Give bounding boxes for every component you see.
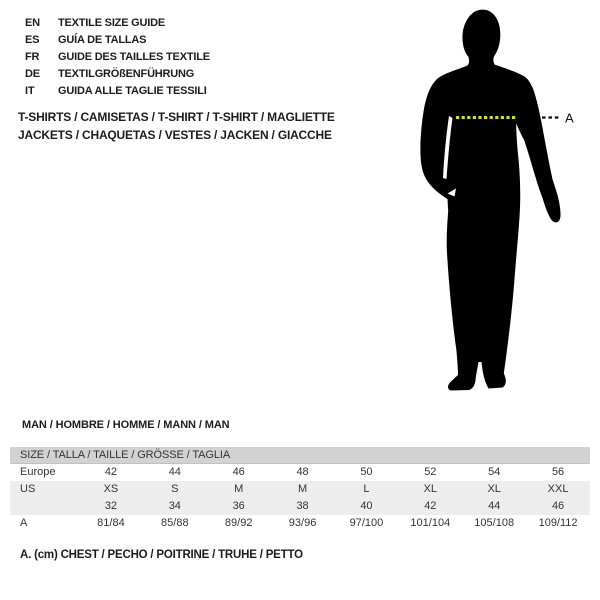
measurement-footnote: A. (cm) CHEST / PECHO / POITRINE / TRUHE / PETTO: [20, 549, 303, 561]
language-code: DE: [25, 68, 40, 80]
language-row: [25, 49, 210, 66]
table-cell: 105/108: [474, 517, 515, 529]
language-code: FR: [25, 51, 40, 63]
row-label: [10, 498, 79, 515]
table-cell: 34: [168, 500, 181, 512]
table-row: [10, 515, 590, 532]
table-cell: 89/92: [224, 517, 253, 529]
table-cell: 101/104: [410, 517, 451, 529]
man-silhouette-body: [420, 10, 560, 391]
table-cell: 38: [296, 500, 309, 512]
table-cell: L: [363, 483, 370, 495]
figure-wrap: [390, 0, 600, 400]
table-row: [10, 481, 590, 498]
table-cell: 48: [296, 466, 309, 478]
table-cell: 46: [551, 500, 565, 512]
table-cell: 52: [424, 466, 437, 478]
product-line: T-SHIRTS / CAMISETAS / T-SHIRT / T-SHIRT / MAGLIETTE: [18, 110, 335, 124]
table-cell: 109/112: [538, 517, 578, 529]
language-label: TEXTILGRÖßENFÜHRUNG: [58, 68, 195, 80]
table-cell: 85/88: [161, 517, 189, 529]
language-row: [25, 15, 210, 32]
language-row: [25, 66, 210, 83]
size-table: [10, 447, 590, 532]
table-cell: 50: [360, 466, 373, 478]
language-row: [25, 32, 210, 49]
section-title: MAN / HOMBRE / HOMME / MANN / MAN: [22, 419, 230, 431]
measure-label-a: A: [565, 110, 574, 126]
table-cell: XL: [487, 483, 501, 495]
language-code: IT: [25, 85, 35, 97]
table-cell: XL: [423, 483, 438, 495]
table-cell: 93/96: [288, 517, 317, 529]
table-cell: S: [171, 483, 179, 495]
row-label: US: [20, 483, 36, 495]
language-label: GUIDA ALLE TAGLIE TESSILI: [58, 85, 207, 97]
row-label: A: [20, 517, 28, 529]
language-label: TEXTILE SIZE GUIDE: [58, 17, 166, 29]
table-row: [10, 464, 590, 481]
size-table-rows: [10, 464, 590, 532]
table-cell: 40: [360, 500, 373, 512]
language-label: GUIDE DES TAILLES TEXTILE: [58, 51, 210, 63]
table-cell: 36: [232, 500, 245, 512]
table-cell: 44: [168, 466, 181, 478]
row-label: Europe: [20, 466, 56, 478]
table-cell: 97/100: [349, 517, 384, 529]
language-code: EN: [25, 17, 40, 29]
table-cell: 44: [488, 500, 501, 512]
table-cell: M: [234, 483, 244, 495]
table-cell: XS: [103, 483, 119, 495]
table-cell: 46: [232, 466, 245, 478]
language-list: [25, 15, 210, 100]
table-cell: 32: [104, 500, 118, 512]
table-cell: 81/84: [97, 517, 125, 529]
table-cell: XXL: [547, 483, 569, 495]
table-cell: M: [297, 483, 308, 495]
table-cell: 42: [424, 500, 437, 512]
table-row: [10, 498, 590, 515]
language-code: ES: [25, 34, 40, 46]
language-label: GUÍA DE TALLAS: [58, 34, 147, 46]
table-cell: 42: [104, 466, 118, 478]
man-silhouette: [390, 0, 600, 400]
language-row: [25, 83, 210, 100]
product-type-list: [18, 108, 335, 144]
table-cell: 54: [488, 466, 501, 478]
product-line: JACKETS / CHAQUETAS / VESTES / JACKEN / GIACCHE: [18, 128, 332, 142]
size-table-header: SIZE / TALLA / TAILLE / GRÖSSE / TAGLIA: [10, 447, 590, 464]
table-cell: 56: [551, 466, 565, 478]
